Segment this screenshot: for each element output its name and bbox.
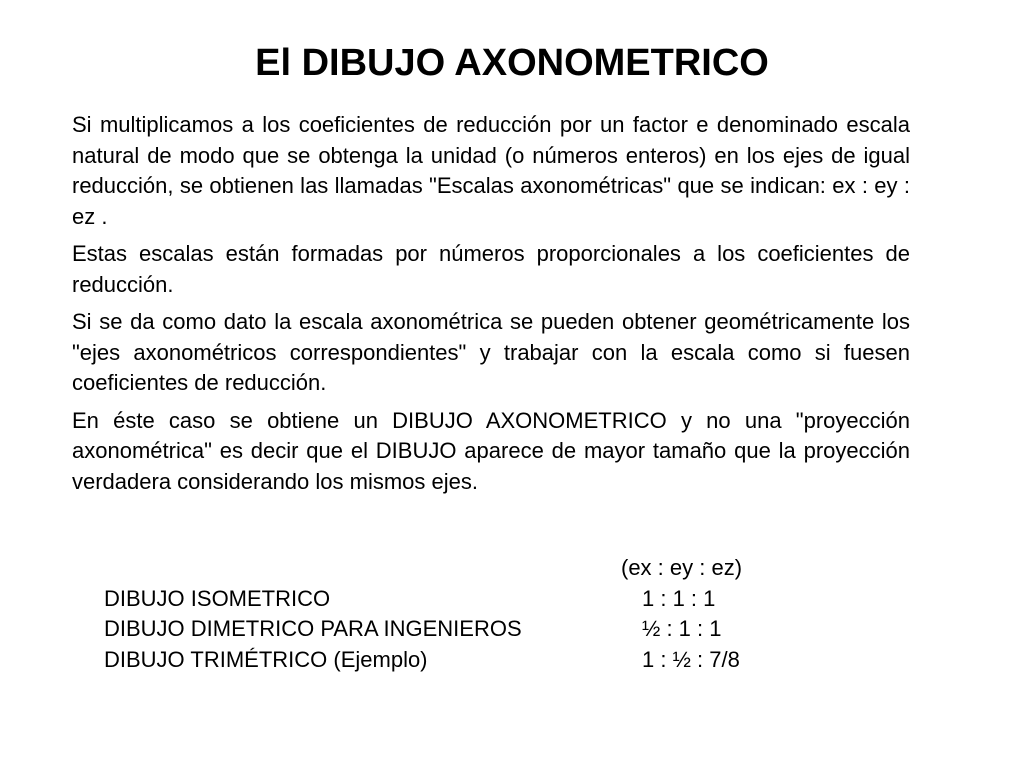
scale-row-label: DIBUJO TRIMÉTRICO (Ejemplo) <box>104 646 428 672</box>
scale-row-label: DIBUJO DIMETRICO PARA INGENIEROS <box>104 616 522 641</box>
scale-row-ratio: 1 : ½ : 7/8 <box>642 646 740 672</box>
scale-header-label: (ex : ey : ez) <box>621 555 743 580</box>
scale-table-header <box>104 553 804 584</box>
scale-table <box>104 553 804 675</box>
scale-row-label: DIBUJO ISOMETRICO <box>104 585 331 611</box>
paragraph-ejes-axonometricos: Si se da como dato la escala axonométrica se pueden obtener geométricamente los "ejes axonométricos correspondientes" y trabajar con la escala como si fuesen coeficientes de reducción. <box>72 309 910 395</box>
scale-row-ratio: ½ : 1 : 1 <box>642 616 722 641</box>
scale-row-isometrico <box>104 584 804 615</box>
paragraph-numeros-proporcionales: Estas escalas están formadas por números proporcionales a los coeficientes de reducción. <box>72 241 910 297</box>
scale-row-dimetrico <box>104 614 804 645</box>
scale-row-trimetrico <box>104 645 804 676</box>
slide-title: El DIBUJO AXONOMETRICO <box>255 42 769 84</box>
paragraph-dibujo-axonometrico: En éste caso se obtiene un DIBUJO AXONOMETRICO y no una "proyección axonométrica" es decir que el DIBUJO aparece de mayor tamaño que la proyección verdadera considerando los mismos ejes. <box>72 407 910 494</box>
scale-row-ratio: 1 : 1 : 1 <box>642 585 716 611</box>
body-text <box>72 110 910 504</box>
paragraph-escalas-axonometricas: Si multiplicamos a los coeficientes de reducción por un factor e denominado escala natural de modo que se obtenga la unidad (o números enteros) en los ejes de igual reducción, se obtienen las llamadas "Escalas axonométricas" que se indican: ex : ey : ez . <box>72 112 910 229</box>
